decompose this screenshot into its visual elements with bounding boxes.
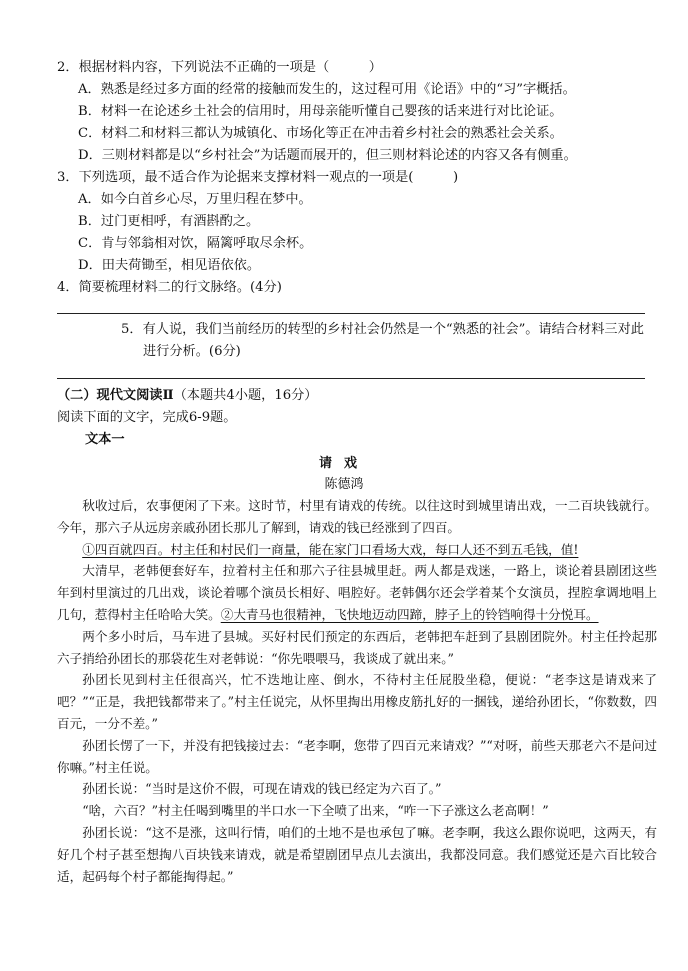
section-heading: （二）现代文阅读Ⅱ bbox=[57, 388, 174, 403]
story-paragraph-4: 两个多小时后，马车进了县城。买好村民们预定的东西后，老韩把车赶到了县剧团院外。村主任拎起那六子捎给孙团长的那袋花生对老韩说：“你先喂喂马，我谈成了就出来。” bbox=[57, 628, 657, 666]
question-5-line-2: 进行分析。(6分) bbox=[143, 344, 241, 359]
section-info: （本题共4小题，16分） bbox=[173, 388, 318, 403]
story-paragraph-6: 孙团长愣了一下，并没有把钱接过去：“老李啊，您带了四百元来请戏？”“对呀，前些天那老六不是问过你嘛。”村主任说。 bbox=[57, 737, 657, 775]
story-author: 陈德鸿 bbox=[324, 477, 364, 492]
story-paragraph-5: 孙团长见到村主任很高兴，忙不迭地让座、倒水，不待村主任屁股坐稳，便说：“老李这是请戏来了吧？”“正是，我把钱都带来了。”村主任说完，从怀里掏出用橡皮筋扎好的一捆钱，递给孙团长，“你数数，四百元，一分不差。” bbox=[57, 672, 657, 731]
question-2-stem: 2．根据材料内容，下列说法不正确的一项是（ ） bbox=[57, 60, 382, 75]
answer-line-q5 bbox=[57, 378, 645, 379]
story-paragraph-2: ①四百就四百。村主任和村民们一商量，能在家门口看场大戏，每口人还不到五毛钱，值! bbox=[82, 541, 579, 557]
story-body bbox=[57, 495, 657, 887]
question-3-option-c: C．肯与邻翁相对饮，隔篱呼取尽余杯。 bbox=[78, 236, 313, 251]
question-3-option-a: A．如今白首乡心尽，万里归程在梦中。 bbox=[78, 192, 312, 207]
story-title: 请戏 bbox=[318, 456, 369, 471]
story-paragraph-3 bbox=[57, 560, 657, 625]
story-paragraph-9: 孙团长说：“这不是涨，这叫行情，咱们的土地不是也承包了嘛。老李啊，我这么跟你说吧，这两天，有好几个村子甚至想掏八百块钱来请戏，就是希望剧团早点儿去演出，我都没同意。我们感觉还是六百比较合适，起码每个村子都能掏得起。” bbox=[57, 824, 657, 884]
story-paragraph-8: “啥，六百？”村主任喝到嘴里的半口水一下全喷了出来，“咋一下子涨这么老高啊！” bbox=[82, 803, 549, 819]
story-paragraph-3-underlined: ②大青马也很精神，飞快地迈动四蹄，脖子上的铃铛响得十分悦耳。 bbox=[220, 606, 599, 622]
answer-line-q4 bbox=[57, 313, 645, 314]
question-2-option-a: A．熟悉是经过多方面的经常的接触而发生的，这过程可用《论语》中的“习”字概括。 bbox=[78, 82, 576, 97]
reading-instruction: 阅读下面的文字，完成6-9题。 bbox=[57, 410, 237, 425]
story-paragraph-3-text: 大清早，老韩便套好车，拉着村主任和那六子往县城里赶。两人都是戏迷，一路上，谈论着县剧团这些年到村里演过的几出戏，谈论着哪个演员长相好、唱腔好。老韩偶尔还会学着某个女演员，捏腔拿调地唱上几句，惹得村主任哈哈大笑。 bbox=[57, 563, 657, 622]
question-2-option-d: D．三则材料都是以“乡村社会”为话题而展开的，但三则材料论述的内容又各有侧重。 bbox=[78, 148, 577, 163]
section-header bbox=[57, 385, 317, 406]
question-3-stem: 3．下列选项，最不适合作为论据来支撑材料一观点的一项是( ) bbox=[57, 170, 459, 185]
story-paragraph-7: 孙团长说：“当时是这价不假，可现在请戏的钱已经定为六百了。” bbox=[82, 781, 442, 797]
question-2-option-b: B．材料一在论述乡土社会的信用时，用母亲能听懂自己婴孩的话来进行对比论证。 bbox=[78, 104, 563, 119]
text-label: 文本一 bbox=[85, 432, 125, 447]
question-3-option-d: D．田夫荷锄至，相见语依依。 bbox=[78, 258, 261, 273]
question-3-option-b: B．过门更相呼，有酒斟酌之。 bbox=[78, 214, 260, 229]
question-2-option-c: C．材料二和材料三都认为城镇化、市场化等正在冲击着乡村社会的熟悉社会关系。 bbox=[78, 126, 563, 141]
question-4-stem: 4．简要梳理材料二的行文脉络。(4分) bbox=[57, 280, 282, 295]
story-paragraph-1: 秋收过后，农事便闲了下来。这时节，村里有请戏的传统。以往这时到城里请出戏，一二百块钱就行。今年，那六子从远房亲戚孙团长那儿了解到，请戏的钱已经涨到了四百。 bbox=[57, 498, 657, 535]
question-5-line-1: 5．有人说，我们当前经历的转型的乡村社会仍然是一个“熟悉的社会”。请结合材料三对此 bbox=[121, 322, 644, 337]
